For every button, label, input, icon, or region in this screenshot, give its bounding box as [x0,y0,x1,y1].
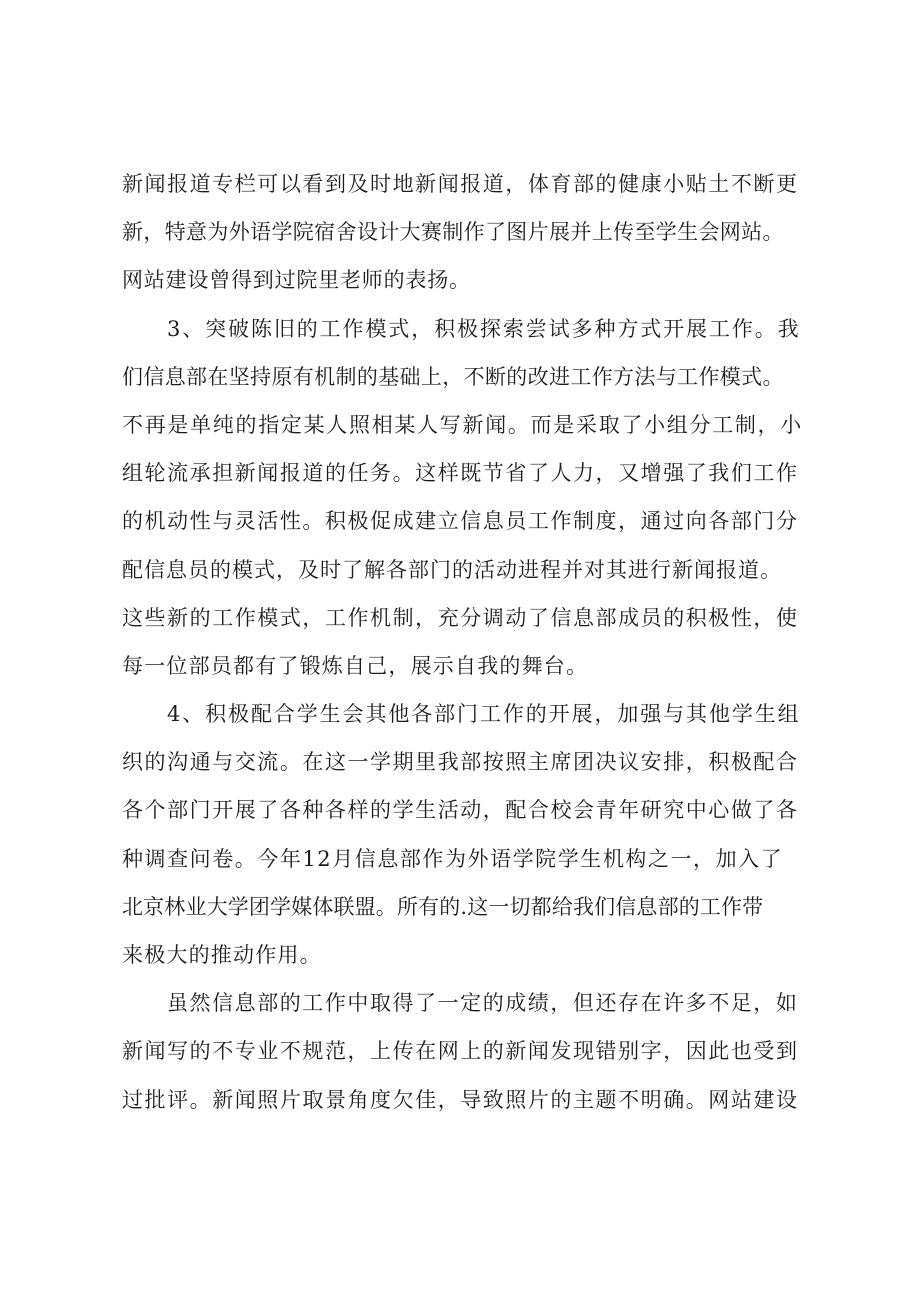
text-line: 配信息员的模式，及时了解各部门的活动进程并对其进行新闻报道。 [122,557,782,582]
text-line: 新，特意为外语学院宿舍设计大赛制作了图片展并上传至学生会网站。 [122,220,784,245]
text-line: 来极大的推动作用。 [122,943,322,967]
text-line: 各个部门开展了各种各样的学生活动，配合校会青年研究中心做了各 [122,798,799,823]
text-line: 的机动性与灵活性。积极促成建立信息员工作制度，通过向各部门分 [122,509,799,534]
text-line: 种调查问卷。今年12月信息部作为外语学院学生机构之一，加入了 [122,846,784,871]
paragraph-summary-start: 虽然信息部的工作中取得了一定的成绩，但还存在许多不足，如 [167,991,799,1016]
text-line: 组轮流承担新闻报道的任务。这样既节省了人力，又增强了我们工作 [122,461,799,486]
text-line: 北京林业大学团学媒体联盟。所有的.这一切都给我们信息部的工作带 [122,894,764,919]
text-line: 这些新的工作模式，工作机制，充分调动了信息部成员的积极性，使 [122,605,799,630]
text-line: 新闻写的不专业不规范，上传在网上的新闻发现错别字，因此也受到 [122,1039,799,1064]
paragraph-4-start: 4、积极配合学生会其他各部门工作的开展，加强与其他学生组 [167,702,801,727]
document-body [122,160,822,1124]
text-line: 织的沟通与交流。在这一学期里我部按照主席团决议安排，积极配合 [122,750,799,775]
text-line: 们信息部在坚持原有机制的基础上，不断的改进工作方法与工作模式。 [122,364,784,389]
text-line: 新闻报道专栏可以看到及时地新闻报道，体育部的健康小贴土不断更 [122,172,799,196]
text-line: 过批评。新闻照片取景角度欠佳，导致照片的主题不明确。网站建设 [122,1087,799,1112]
paragraph-3-start: 3、突破陈旧的工作模式，积极探索尝试多种方式开展工作。我 [167,316,801,341]
text-line: 网站建设曾得到过院里老师的表扬。 [122,268,471,293]
text-line: 每一位部员都有了锻炼自己，展示自我的舞台。 [122,653,589,678]
text-line: 不再是单纯的指定某人照相某人写新闻。而是采取了小组分工制，小 [122,412,803,437]
